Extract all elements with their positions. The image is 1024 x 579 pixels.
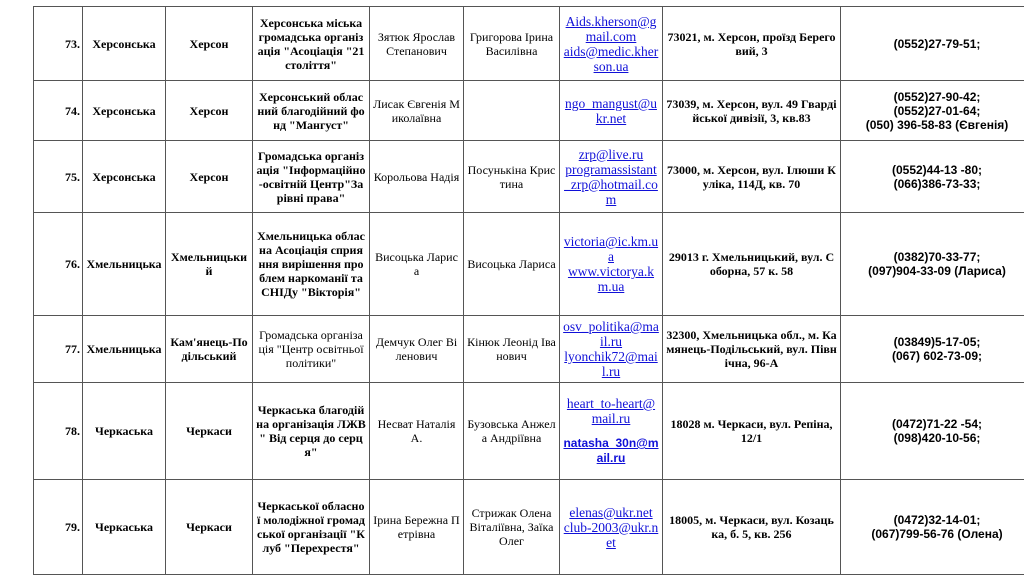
- table-row: [34, 81, 1024, 141]
- contact-person-cell: Посунькіна Кристина: [464, 141, 560, 213]
- city-cell: Херсон: [166, 141, 253, 213]
- address-cell: 73000, м. Херсон, вул. Ілюши Куліка, 114Д, кв. 70: [663, 141, 841, 213]
- email-cell: [560, 316, 663, 383]
- city-cell: Хмельницький: [166, 213, 253, 316]
- email-link[interactable]: ngo_mangust@ukr.net: [565, 95, 657, 126]
- region-cell: Херсонська: [83, 141, 166, 213]
- email-link[interactable]: aids@medic.kherson.ua: [563, 43, 659, 74]
- email-link[interactable]: heart_to-heart@mail.ru: [566, 396, 656, 426]
- email-cell: [560, 141, 663, 213]
- head-cell: Зятюк Ярослав Степанович: [370, 7, 464, 81]
- phone-cell: [841, 7, 1024, 81]
- phone-number: (0472)71-22 -54;: [891, 417, 983, 431]
- region-cell: Черкаська: [83, 480, 166, 575]
- row-number: 74.: [34, 81, 83, 141]
- contact-person-cell: Висоцька Лариса: [464, 213, 560, 316]
- phone-number: (097)904-33-09 (Лариса): [868, 264, 1006, 278]
- phone-cell: [841, 383, 1024, 480]
- row-number: 79.: [34, 480, 83, 575]
- contact-person-cell: Григорова Ірина Василівна: [464, 7, 560, 81]
- phone-cell: [841, 141, 1024, 213]
- table-row: [34, 213, 1024, 316]
- city-cell: Херсон: [166, 7, 253, 81]
- city-cell: Херсон: [166, 81, 253, 141]
- email-link[interactable]: osv_politika@mail.ru: [563, 319, 659, 349]
- contact-person-cell: Стрижак Олена Віталіївна, Заїка Олег: [464, 480, 560, 575]
- email-link[interactable]: victoria@ic.km.ua: [563, 234, 659, 264]
- website-link[interactable]: www.victorya.km.ua: [567, 264, 655, 294]
- head-cell: Лисак Євгенія Миколаївна: [370, 81, 464, 141]
- contact-person-cell: Бузовська Анжела Андріївна: [464, 383, 560, 480]
- address-cell: 73021, м. Херсон, проїзд Береговий, 3: [663, 7, 841, 81]
- city-cell: Черкаси: [166, 383, 253, 480]
- email-link[interactable]: natasha_30n@mail.ru: [563, 436, 659, 465]
- region-cell: Хмельницька: [83, 213, 166, 316]
- email-cell: [560, 81, 663, 141]
- row-number: 77.: [34, 316, 83, 383]
- city-cell: Кам'янець-Подільський: [166, 316, 253, 383]
- table-row: [34, 141, 1024, 213]
- address-cell: 18028 м. Черкаси, вул. Репіна, 12/1: [663, 383, 841, 480]
- phone-number: (067) 602-73-09;: [891, 349, 983, 363]
- phone-number: (0552)27-90-42;: [893, 89, 981, 104]
- head-cell: Ірина Бережна Петрівна: [370, 480, 464, 575]
- phone-number: (050) 396-58-83 (Євгенія): [865, 117, 1009, 132]
- email-link[interactable]: programassistant_zrp@hotmail.com: [564, 161, 658, 207]
- organization-cell: Черкаська благодійна організація ЛЖВ " Від серця до серця": [253, 383, 370, 480]
- table-row: [34, 383, 1024, 480]
- head-cell: Висоцька Лариса: [370, 213, 464, 316]
- contact-person-cell: Кінюк Леонід Іванович: [464, 316, 560, 383]
- city-cell: Черкаси: [166, 480, 253, 575]
- row-number: 75.: [34, 141, 83, 213]
- email-link[interactable]: lyonchik72@mail.ru: [564, 349, 658, 379]
- row-number: 76.: [34, 213, 83, 316]
- phone-cell: [841, 316, 1024, 383]
- phone-cell: [841, 480, 1024, 575]
- email-link[interactable]: club-2003@ukr.net: [563, 519, 659, 550]
- email-cell: [560, 383, 663, 480]
- table-row: [34, 316, 1024, 383]
- organization-cell: Херсонський обласний благодійний фонд "Мангуст": [253, 81, 370, 141]
- phone-number: (0552)44-13 -80;: [891, 162, 983, 177]
- email-cell: [560, 213, 663, 316]
- table-row: [34, 7, 1024, 81]
- region-cell: Черкаська: [83, 383, 166, 480]
- organization-cell: Громадська організація "Інформаційно-освітній Центр"За рівні права": [253, 141, 370, 213]
- address-cell: 32300, Хмельницька обл., м. Камянець-Подільський, вул. Північна, 96-А: [663, 316, 841, 383]
- phone-number: (0552)27-79-51;: [893, 36, 981, 51]
- address-cell: 73039, м. Херсон, вул. 49 Гвардійської дивізії, 3, кв.83: [663, 81, 841, 141]
- phone-number: (0382)70-33-77;: [893, 250, 981, 264]
- email-link[interactable]: Aids.kherson@gmail.com: [565, 13, 657, 44]
- organizations-table: [33, 6, 1024, 575]
- phone-number: (0472)32-14-01;: [893, 513, 981, 527]
- email-link[interactable]: elenas@ukr.net: [569, 504, 653, 520]
- row-number: 78.: [34, 383, 83, 480]
- head-cell: Демчук Олег Віленович: [370, 316, 464, 383]
- email-cell: [560, 7, 663, 81]
- organization-cell: Громадська організація "Центр освітньої політики": [253, 316, 370, 383]
- phone-cell: [841, 213, 1024, 316]
- row-number: 73.: [34, 7, 83, 81]
- email-cell: [560, 480, 663, 575]
- region-cell: Херсонська: [83, 7, 166, 81]
- organization-cell: Хмельницька обласна Асоціація сприяння вирішення проблем наркоманії та СНІДу "Вікторія": [253, 213, 370, 316]
- table-row: [34, 480, 1024, 575]
- phone-number: (098)420-10-56;: [893, 431, 981, 445]
- address-cell: 18005, м. Черкаси, вул. Козацька, б. 5, кв. 256: [663, 480, 841, 575]
- region-cell: Херсонська: [83, 81, 166, 141]
- phone-number: (067)799-56-76 (Олена): [871, 527, 1003, 541]
- contact-person-cell: [464, 81, 560, 141]
- phone-number: (03849)5-17-05;: [893, 335, 981, 349]
- email-link[interactable]: zrp@live.ru: [578, 146, 644, 162]
- phone-cell: [841, 81, 1024, 141]
- head-cell: Корольова Надія: [370, 141, 464, 213]
- head-cell: Несват Наталія А.: [370, 383, 464, 480]
- region-cell: Хмельницька: [83, 316, 166, 383]
- phone-number: (066)386-73-33;: [893, 176, 981, 191]
- organization-cell: Херсонська міська громадська організація "Асоціація "21 століття": [253, 7, 370, 81]
- organization-cell: Черкаської обласної молодіжної громадської організації "Клуб "Перехрестя": [253, 480, 370, 575]
- phone-number: (0552)27-01-64;: [893, 103, 981, 118]
- address-cell: 29013 г. Хмельницький, вул. Соборна, 57 к. 58: [663, 213, 841, 316]
